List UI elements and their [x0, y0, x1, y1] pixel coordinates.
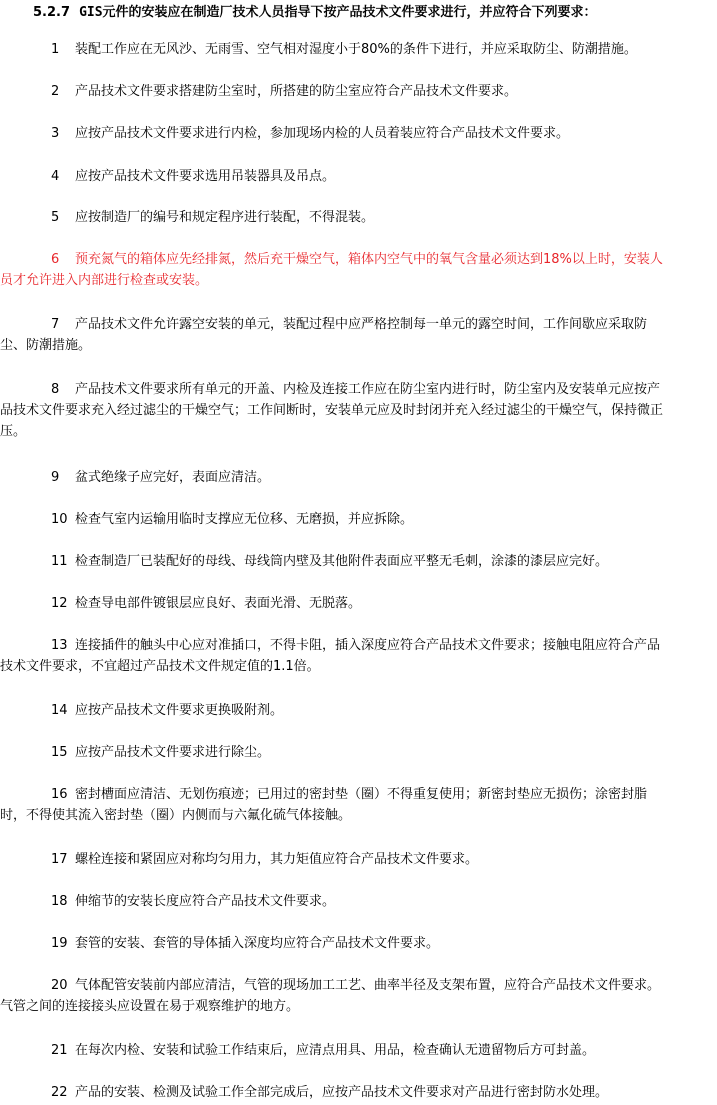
item-number: 22 [51, 1085, 68, 1100]
list-item [51, 978, 660, 994]
list-item [51, 512, 413, 528]
item-text: 应按产品技术文件要求进行内检，参加现场内检的人员着装应符合产品技术文件要求。 [75, 126, 570, 141]
list-item [51, 317, 647, 333]
item-text: 产品技术文件要求搭建防尘室时，所搭建的防尘室应符合产品技术文件要求。 [75, 84, 518, 99]
list-item [51, 1043, 595, 1059]
item-number: 10 [51, 512, 68, 527]
item-text: 套管的安装、套管的导体插入深度均应符合产品技术文件要求。 [75, 936, 440, 951]
item-text: 预充氮气的箱体应先经排氮，然后充干燥空气，箱体内空气中的氧气含量必须达到18%以上时，安装人 [75, 252, 663, 267]
list-item-continuation: 尘、防潮措施。 [0, 338, 92, 353]
item-number: 5 [51, 210, 60, 225]
item-text: 检查气室内运输用临时支撑应无位移、无磨损，并应拆除。 [75, 512, 414, 527]
list-item-continuation: 气管之间的连接接头应设置在易于观察维护的地方。 [0, 999, 300, 1014]
item-text: 装配工作应在无风沙、无雨雪、空气相对湿度小于80%的条件下进行，并应采取防尘、防潮措施。 [75, 42, 637, 57]
list-item [51, 745, 270, 761]
item-number: 7 [51, 317, 60, 332]
item-number: 19 [51, 936, 68, 951]
list-item-continuation: 时，不得使其流入密封垫（圈）内侧而与六氟化硫气体接触。 [0, 808, 352, 823]
item-text: 检查制造厂已装配好的母线、母线筒内壁及其他附件表面应平整无毛刺，涂漆的漆层应完好。 [75, 554, 609, 569]
item-text: 检查导电部件镀银层应良好、表面光滑、无脱落。 [75, 596, 362, 611]
item-number: 17 [51, 852, 68, 867]
item-number: 12 [51, 596, 68, 611]
list-item [51, 42, 637, 58]
section-heading-text: GIS元件的安装应在制造厂技术人员指导下按产品技术文件要求进行，并应符合下列要求： [79, 5, 597, 20]
item-number: 14 [51, 703, 68, 718]
list-item [51, 554, 608, 570]
item-text: 产品技术文件要求所有单元的开盖、内检及连接工作应在防尘室内进行时，防尘室内及安装单元应按产 [75, 382, 661, 397]
list-item [51, 126, 569, 142]
list-item-continuation: 压。 [0, 424, 27, 439]
list-item [51, 852, 478, 868]
item-text: 应按制造厂的编号和规定程序进行装配，不得混装。 [75, 210, 375, 225]
item-text: 产品的安装、检测及试验工作全部完成后，应按产品技术文件要求对产品进行密封防水处理。 [75, 1085, 609, 1100]
item-number: 4 [51, 169, 60, 184]
list-item [51, 382, 660, 398]
section-number: 5.2.7 [33, 5, 71, 20]
item-number: 13 [51, 638, 68, 653]
item-number: 20 [51, 978, 68, 993]
item-number: 21 [51, 1043, 68, 1058]
list-item-continuation: 品技术文件要求充入经过滤尘的干燥空气；工作间断时，安装单元应及时封闭并充入经过滤尘的干燥空气，保持微正 [0, 403, 664, 418]
list-item-continuation: 技术文件要求，不宜超过产品技术文件规定值的1.1倍。 [0, 659, 320, 674]
item-number: 8 [51, 382, 60, 397]
item-number: 2 [51, 84, 60, 99]
item-text: 连接插件的触头中心应对准插口，不得卡阻，插入深度应符合产品技术文件要求；接触电阻应符合产品 [75, 638, 661, 653]
item-text: 在每次内检、安装和试验工作结束后，应清点用具、用品，检查确认无遗留物后方可封盖。 [75, 1043, 596, 1058]
item-text: 螺栓连接和紧固应对称均匀用力，其力矩值应符合产品技术文件要求。 [75, 852, 479, 867]
item-text: 密封槽面应清洁、无划伤痕迹；已用过的密封垫（圈）不得重复使用；新密封垫应无损伤；涂密封脂 [75, 787, 648, 802]
list-item [51, 252, 663, 268]
item-text: 应按产品技术文件要求选用吊装器具及吊点。 [75, 169, 336, 184]
item-text: 应按产品技术文件要求进行除尘。 [75, 745, 271, 760]
list-item [51, 596, 361, 612]
list-item [51, 210, 374, 226]
item-number: 16 [51, 787, 68, 802]
item-text: 盆式绝缘子应完好，表面应清洁。 [75, 470, 271, 485]
item-number: 6 [51, 252, 60, 267]
section-heading [33, 5, 597, 21]
item-number: 15 [51, 745, 68, 760]
item-number: 1 [51, 42, 60, 57]
list-item [51, 84, 517, 100]
list-item [51, 894, 335, 910]
item-number: 3 [51, 126, 60, 141]
item-text: 伸缩节的安装长度应符合产品技术文件要求。 [75, 894, 336, 909]
list-item [51, 787, 647, 803]
list-item [51, 638, 660, 654]
item-text: 气体配管安装前内部应清洁，气管的现场加工工艺、曲率半径及支架布置，应符合产品技术文件要求。 [75, 978, 661, 993]
item-number: 11 [51, 554, 68, 569]
list-item [51, 169, 335, 185]
item-text: 产品技术文件允许露空安装的单元，装配过程中应严格控制每一单元的露空时间，工作间歇应采取防 [75, 317, 648, 332]
item-text: 应按产品技术文件要求更换吸附剂。 [75, 703, 284, 718]
item-number: 9 [51, 470, 60, 485]
list-item [51, 703, 283, 719]
item-number: 18 [51, 894, 68, 909]
list-item [51, 470, 270, 486]
list-item-continuation: 员才允许进入内部进行检查或安装。 [0, 273, 209, 288]
list-item [51, 1085, 608, 1101]
list-item [51, 936, 439, 952]
